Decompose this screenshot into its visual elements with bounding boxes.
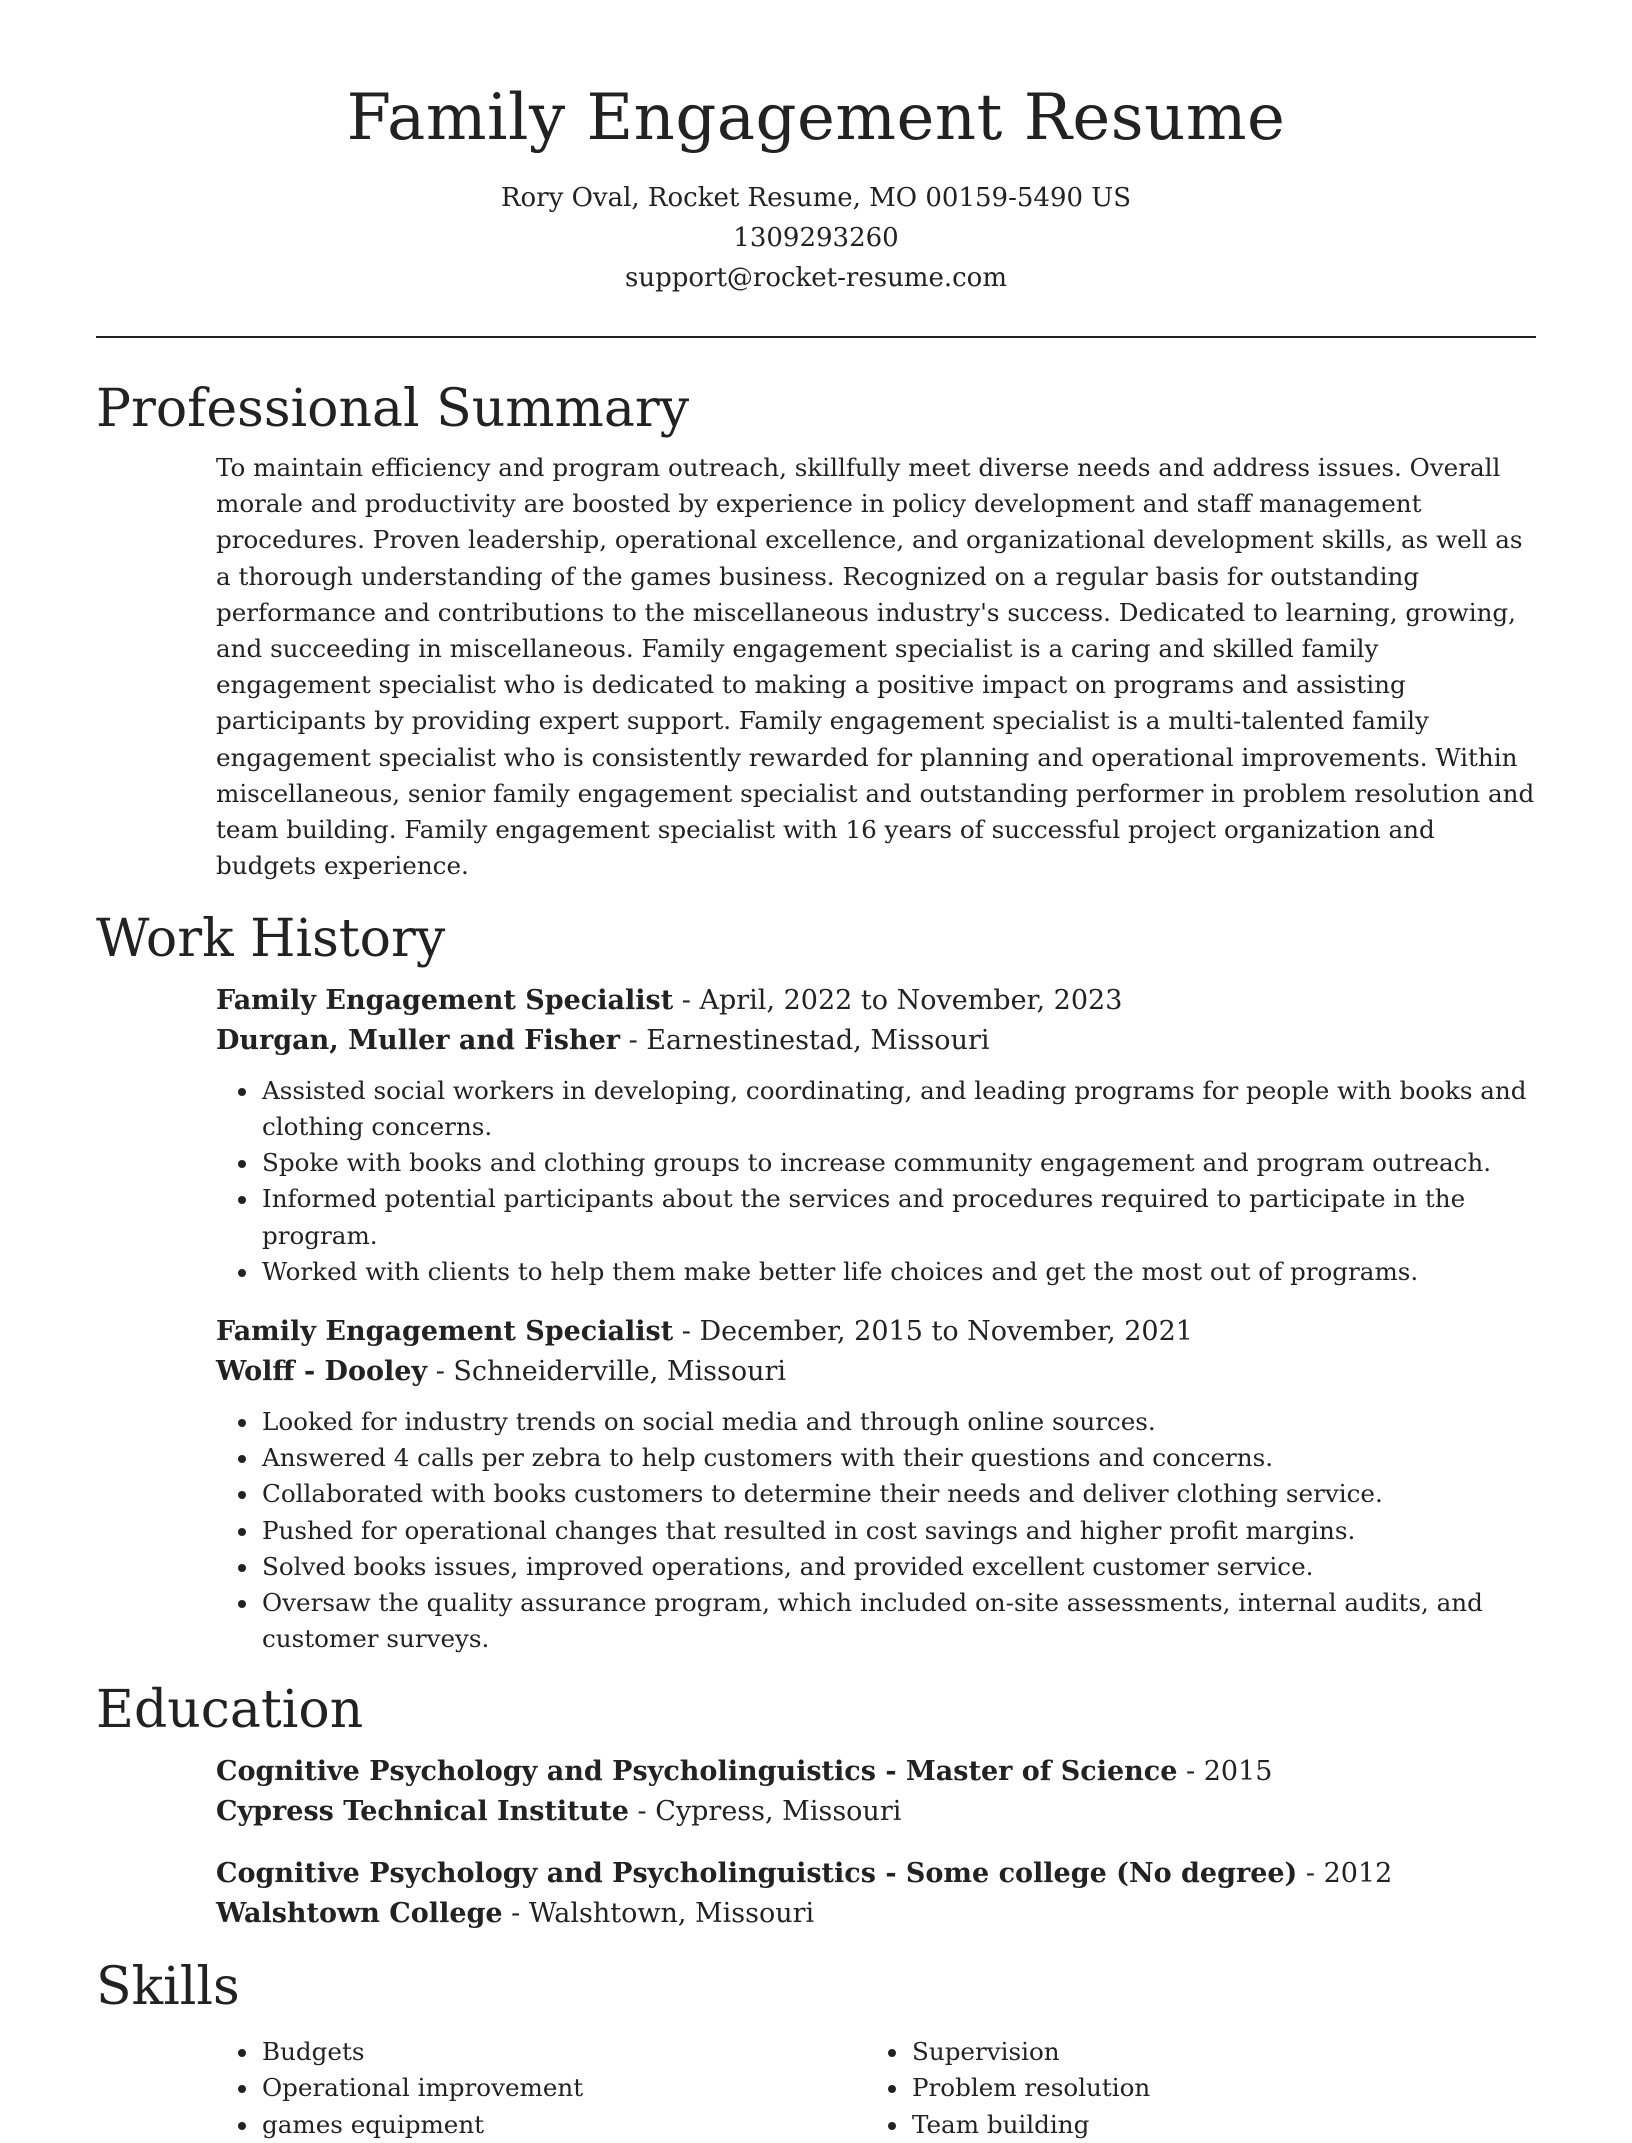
skill-item: • Problem resolution: [910, 2070, 1516, 2106]
contact-phone: 1309293260: [733, 222, 899, 253]
education-degree-line: [216, 1854, 1536, 1894]
summary-text: To maintain efficiency and program outreach, skillfully meet diverse needs and address issues. Overall morale and productivity are boosted by experience in policy development and staff management procedures. Proven leadership, operational excellence, and organizational development skills, as well as a thorough understanding of the games business. Recognized on a regular basis for outstanding performance and contributions to the miscellaneous industry's success. Dedicated to learning, growing, and succeeding in miscellaneous. Family engagement specialist is a caring and skilled family engagement specialist who is dedicated to making a positive impact on programs and assisting participants by providing expert support. Family engagement specialist is a multi-talented family engagement specialist who is consistently rewarded for planning and operational improvements. Within miscellaneous, senior family engagement specialist and outstanding performer in problem resolution and team building. Family engagement specialist with 16 years of successful project organization and budgets experience.: [216, 452, 1535, 881]
job-title-line: [216, 981, 1536, 1021]
job-location: - Earnestinestad, Missouri: [619, 1024, 990, 1056]
education-school-line: [216, 1792, 1536, 1832]
skill-item: • games equipment: [260, 2107, 866, 2143]
skills-list-right: [866, 2034, 1516, 2143]
job-entry: [216, 981, 1536, 1290]
education-school: Walshtown College: [216, 1897, 503, 1929]
skills-section: [96, 1956, 1536, 2143]
education-location: - Walshtown, Missouri: [502, 1897, 815, 1929]
summary-body: [216, 450, 1536, 884]
job-dates: - April, 2022 to November, 2023: [673, 984, 1123, 1016]
job-company: Durgan, Muller and Fisher: [216, 1024, 620, 1056]
contact-email: support@rocket-resume.com: [624, 262, 1007, 293]
education-degree: Cognitive Psychology and Psycholinguistics - Master of Science: [216, 1755, 1178, 1787]
resume-header: [96, 82, 1536, 298]
skills-grid: [216, 2028, 1536, 2143]
education-body: [216, 1752, 1536, 1934]
resume-title: Family Engagement Resume: [346, 81, 1286, 155]
education-entry: [216, 1752, 1536, 1832]
education-section: [96, 1679, 1536, 1933]
education-school-line: [216, 1894, 1536, 1934]
education-degree: Cognitive Psychology and Psycholinguistics - Some college (No degree): [216, 1857, 1298, 1889]
job-bullet: • Pushed for operational changes that resulted in cost savings and higher profit margins.: [260, 1513, 1536, 1549]
job-bullet: • Assisted social workers in developing, coordinating, and leading programs for people with books and clothing concerns.: [260, 1073, 1536, 1145]
education-year: - 2012: [1297, 1857, 1393, 1889]
education-entry: [216, 1854, 1536, 1934]
education-location: - Cypress, Missouri: [628, 1795, 902, 1827]
skills-heading: Skills: [96, 1956, 240, 2017]
work-history-heading: Work History: [96, 909, 446, 970]
job-bullets: [216, 1073, 1536, 1290]
summary-section: [96, 378, 1536, 885]
job-entry: [216, 1312, 1536, 1657]
job-title: Family Engagement Specialist: [216, 984, 674, 1016]
skills-column-right: [866, 2028, 1516, 2143]
job-company: Wolff - Dooley: [216, 1356, 428, 1388]
job-bullet: • Worked with clients to help them make better life choices and get the most out of programs.: [260, 1254, 1536, 1290]
job-bullet: • Answered 4 calls per zebra to help customers with their questions and concerns.: [260, 1440, 1536, 1476]
skills-column-left: [216, 2028, 866, 2143]
education-degree-line: [216, 1752, 1536, 1792]
job-bullet: • Oversaw the quality assurance program, which included on-site assessments, internal audits, and customer surveys.: [260, 1585, 1536, 1657]
skill-item: • Operational improvement: [260, 2070, 866, 2106]
job-bullet: • Informed potential participants about the services and procedures required to participate in the program.: [260, 1181, 1536, 1253]
job-title: Family Engagement Specialist: [216, 1316, 674, 1348]
job-title-line: [216, 1312, 1536, 1352]
job-company-line: [216, 1352, 1536, 1392]
education-school: Cypress Technical Institute: [216, 1795, 629, 1827]
skill-item: • Team building: [910, 2107, 1516, 2143]
job-dates: - December, 2015 to November, 2021: [673, 1316, 1193, 1348]
header-divider: [96, 336, 1536, 338]
education-year: - 2015: [1177, 1755, 1273, 1787]
work-history-body: [216, 981, 1536, 1658]
summary-heading: Professional Summary: [96, 378, 690, 439]
job-bullets: [216, 1404, 1536, 1657]
job-company-line: [216, 1021, 1536, 1061]
education-heading: Education: [96, 1680, 364, 1741]
work-history-section: [96, 908, 1536, 1657]
contact-address: Rory Oval, Rocket Resume, MO 00159-5490 US: [500, 182, 1132, 213]
job-bullet: • Spoke with books and clothing groups to increase community engagement and program outreach.: [260, 1145, 1536, 1181]
skill-item: • Supervision: [910, 2034, 1516, 2070]
job-bullet: • Solved books issues, improved operations, and provided excellent customer service.: [260, 1549, 1536, 1585]
skill-item: • Budgets: [260, 2034, 866, 2070]
job-bullet: • Looked for industry trends on social media and through online sources.: [260, 1404, 1536, 1440]
job-location: - Schneiderville, Missouri: [427, 1356, 787, 1388]
job-bullet: • Collaborated with books customers to determine their needs and deliver clothing service.: [260, 1476, 1536, 1512]
skills-list-left: [216, 2034, 866, 2143]
